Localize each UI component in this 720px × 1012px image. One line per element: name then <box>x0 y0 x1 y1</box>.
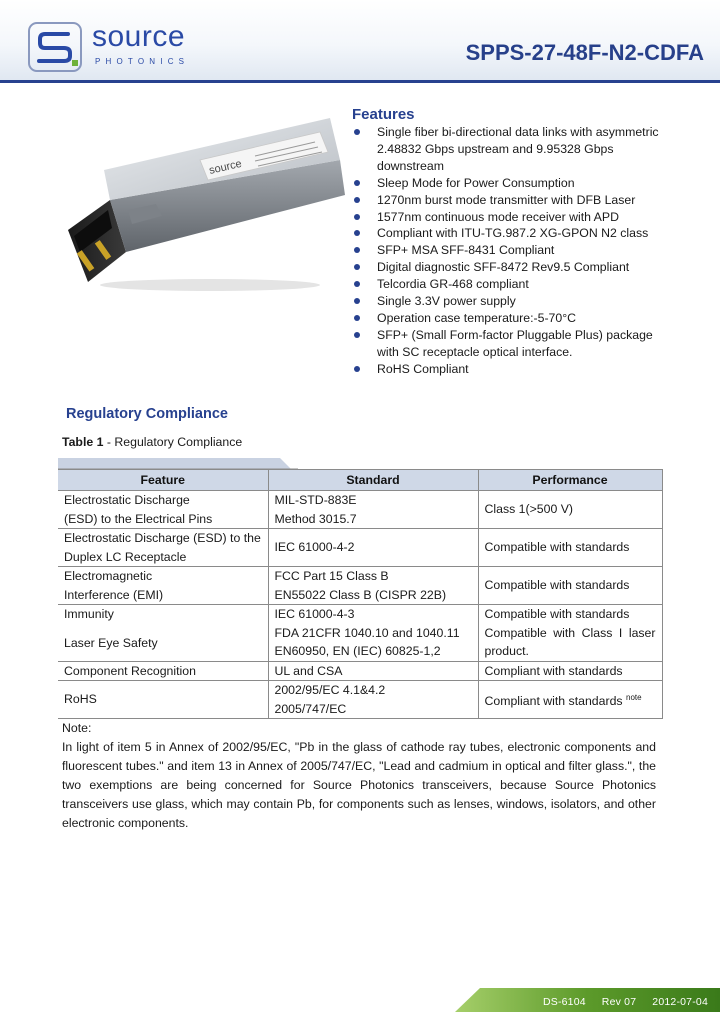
cell-line: Electrostatic Discharge (ESD) to the <box>64 531 261 545</box>
regulatory-table <box>58 469 663 719</box>
feature-cell: Component Recognition <box>58 661 268 681</box>
cell-line: Electrostatic Discharge <box>64 493 190 507</box>
feature-text: RoHS Compliant <box>377 361 469 376</box>
feature-text: SFP+ MSA SFF-8431 Compliant <box>377 243 555 258</box>
logo-wordmark: source <box>92 20 186 53</box>
bullet-icon <box>354 129 360 135</box>
column-header: Standard <box>268 470 478 491</box>
feature-item <box>352 225 682 242</box>
feature-item <box>352 259 682 276</box>
bullet-icon <box>354 264 360 270</box>
feature-text: Digital diagnostic SFF-8472 Rev9.5 Compliant <box>377 260 630 275</box>
cell-line: 2002/95/EC 4.1&4.2 <box>274 683 386 697</box>
cell-line: 2005/747/EC <box>274 701 347 716</box>
cell-line: IEC 61000-4-3 <box>274 607 355 621</box>
module-brand-print: source <box>207 157 243 177</box>
note-body: In light of item 5 in Annex of 2002/95/EC, "Pb in the glass of cathode ray tubes, electronic components and fluorescent tubes." and item 13 in Annex of 2005/747/EC, "Lead and cadmium in optical and filter glass.", the two exemptions are being concerned for Source Photonics transceivers, because Source Photonics transceivers use glass, which may contain Pb, for components such as lenses, windows, isolators, and other electronic components. <box>62 740 656 830</box>
feature-item <box>352 310 682 327</box>
table-row <box>58 491 662 529</box>
cell-line: FCC Part 15 Class B <box>274 569 389 583</box>
feature-text: Single fiber bi-directional data links with asymmetric <box>377 125 659 139</box>
doc-date: 2012-07-04 <box>652 996 708 1008</box>
feature-cell <box>58 605 268 662</box>
cell-line: Laser Eye Safety <box>64 635 158 650</box>
features-list <box>352 124 682 378</box>
performance-cell <box>478 491 662 529</box>
bullet-icon <box>354 332 360 338</box>
bullet-icon <box>354 180 360 186</box>
note-label: Note: <box>62 721 92 735</box>
feature-text: Telcordia GR-468 compliant <box>377 277 529 292</box>
table-row <box>58 605 662 662</box>
regulatory-heading: Regulatory Compliance <box>66 406 228 422</box>
cell-line: Class 1 <box>484 502 526 517</box>
revision: Rev 07 <box>601 996 637 1008</box>
doc-id: DS-6104 <box>542 996 586 1008</box>
cell-line: Compatible with Class I laser <box>484 625 656 640</box>
note-superscript: note <box>626 692 642 702</box>
performance-cell <box>478 681 662 719</box>
product-photo <box>60 100 350 300</box>
feature-item <box>352 361 682 378</box>
feature-cell <box>58 567 268 605</box>
feature-item <box>352 124 682 175</box>
cell-line: FDA 21CFR 1040.10 and 1040.11 <box>274 625 460 640</box>
column-header: Performance <box>478 470 662 491</box>
cell-line: (>500 V) <box>525 502 574 517</box>
feature-text: Operation case temperature:-5-70°C <box>377 310 577 325</box>
feature-item <box>352 242 682 259</box>
feature-text: 1577nm continuous mode receiver with APD <box>377 209 619 224</box>
performance-cell <box>478 605 662 662</box>
page-header <box>0 0 720 82</box>
feature-cell <box>58 529 268 567</box>
feature-text: Compliant with ITU-TG.987.2 XG-GPON N2 class <box>377 226 649 241</box>
feature-item <box>352 276 682 293</box>
cell-line: Compatible with standards <box>484 607 630 621</box>
feature-cell <box>58 491 268 529</box>
feature-item <box>352 209 682 226</box>
table-header-row <box>58 470 662 491</box>
cell-line: Duplex LC Receptacle <box>64 549 187 564</box>
table-row <box>58 567 662 605</box>
cell-line: Electromagnetic <box>64 569 153 583</box>
source-logo-icon <box>28 22 82 72</box>
performance-cell: Compatible with standards <box>478 529 662 567</box>
table-row <box>58 681 662 719</box>
performance-cell: Compliant with standards <box>478 661 662 681</box>
cell-line: Compliant with standards <box>484 693 623 708</box>
feature-text: downstream <box>377 158 444 173</box>
standard-cell <box>268 491 478 529</box>
feature-item <box>352 192 682 209</box>
cell-line: (ESD) to the Electrical Pins <box>64 511 213 526</box>
logo-subtitle: PHOTONICS <box>95 57 190 66</box>
bullet-icon <box>354 298 360 304</box>
cell-line: product. <box>484 644 529 658</box>
table-row <box>58 661 662 681</box>
feature-cell: RoHS <box>58 681 268 719</box>
feature-item <box>352 175 682 192</box>
standard-cell <box>268 605 478 662</box>
performance-cell: Compatible with standards <box>478 567 662 605</box>
standard-cell <box>268 567 478 605</box>
feature-item <box>352 293 682 310</box>
cell-line: Immunity <box>64 607 114 621</box>
cell-line: EN55022 Class B (CISPR 22B) <box>274 587 447 602</box>
bullet-icon <box>354 230 360 236</box>
standard-cell: UL and CSA <box>268 661 478 681</box>
feature-item <box>352 327 682 361</box>
feature-text: SFP+ (Small Form-factor Pluggable Plus) package <box>377 327 653 342</box>
feature-text: 1270nm burst mode transmitter with DFB Laser <box>377 192 636 207</box>
part-number-title: SPPS-27-48F-N2-CDFA <box>465 40 704 65</box>
header-divider <box>0 80 720 83</box>
table-caption <box>62 435 242 449</box>
bullet-icon <box>354 214 360 220</box>
bullet-icon <box>354 281 360 287</box>
cell-line: MIL-STD-883E <box>274 493 357 507</box>
column-header: Feature <box>58 470 268 491</box>
standard-cell <box>268 681 478 719</box>
bullet-icon <box>354 315 360 321</box>
cell-line: EN60950, EN (IEC) 60825-1,2 <box>274 644 441 658</box>
table-caption-number: Table 1 <box>62 435 104 449</box>
table-caption-text: - Regulatory Compliance <box>103 435 243 449</box>
footer-info <box>527 996 708 1008</box>
feature-text: Single 3.3V power supply <box>377 294 516 309</box>
bullet-icon <box>354 247 360 253</box>
feature-text: with SC receptacle optical interface. <box>377 344 573 359</box>
bullet-icon <box>354 366 360 372</box>
feature-text: 2.48832 Gbps upstream and 9.95328 Gbps <box>377 141 614 156</box>
cell-line: Interference (EMI) <box>64 587 164 602</box>
features-heading: Features <box>352 106 415 123</box>
bullet-icon <box>354 197 360 203</box>
feature-text: Sleep Mode for Power Consumption <box>377 175 575 190</box>
table-row <box>58 529 662 567</box>
cell-line: Method 3015.7 <box>274 511 357 526</box>
standard-cell: IEC 61000-4-2 <box>268 529 478 567</box>
